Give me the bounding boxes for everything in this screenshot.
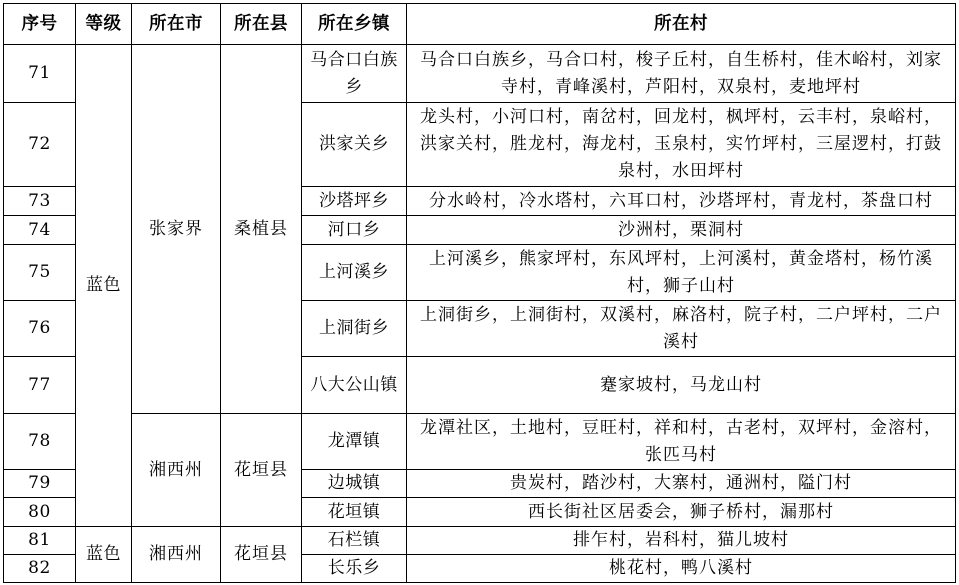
village-cell: 西长街社区居委会，狮子桥村，漏那村: [407, 498, 956, 527]
header-county: 所在县: [221, 4, 302, 45]
header-grade: 等级: [76, 4, 132, 45]
town-cell: 边城镇: [302, 470, 407, 498]
village-cell: 龙潭社区，土地村，豆旺村，祥和村，古老村，双坪村，金溶村，张匹马村: [407, 414, 956, 470]
table-row: [4, 414, 956, 470]
header-town: 所在乡镇: [302, 4, 407, 45]
row-no: 78: [4, 414, 76, 470]
town-cell: 龙潭镇: [302, 414, 407, 470]
row-no: 80: [4, 498, 76, 527]
town-cell: 花垣镇: [302, 498, 407, 527]
town-cell: 马合口白族乡: [302, 45, 407, 103]
village-cell: 上洞街乡，上洞街村，双溪村，麻洛村，院子村，二户坪村，二户溪村: [407, 301, 956, 357]
row-no: 71: [4, 45, 76, 103]
header-village: 所在村: [407, 4, 956, 45]
table-row: [4, 45, 956, 103]
row-no: 74: [4, 216, 76, 245]
header-city: 所在市: [132, 4, 221, 45]
village-cell: 上河溪乡，熊家坪村，东风坪村，上河溪村，黄金塔村，杨竹溪村，狮子山村: [407, 245, 956, 301]
county-cell: 花垣县: [221, 414, 302, 527]
row-no: 76: [4, 301, 76, 357]
row-no: 79: [4, 470, 76, 498]
row-no: 81: [4, 527, 76, 555]
row-no: 77: [4, 357, 76, 414]
row-no: 75: [4, 245, 76, 301]
city-cell: 张家界: [132, 45, 221, 414]
village-cell: 龙头村，小河口村，南岔村，回龙村，枫坪村，云丰村，泉峪村，洪家关村，胜龙村，海龙村，玉泉村，实竹坪村，三屋逻村，打鼓泉村，水田坪村: [407, 103, 956, 187]
village-cell: 排乍村，岩科村，猫儿坡村: [407, 527, 956, 555]
village-cell: 桃花村，鸭八溪村: [407, 555, 956, 583]
county-cell: 桑植县: [221, 45, 302, 414]
town-cell: 上河溪乡: [302, 245, 407, 301]
table-row: [4, 527, 956, 555]
village-cell: 沙洲村，栗洞村: [407, 216, 956, 245]
row-no: 82: [4, 555, 76, 583]
town-cell: 八大公山镇: [302, 357, 407, 414]
town-cell: 沙塔坪乡: [302, 187, 407, 216]
town-cell: 上洞街乡: [302, 301, 407, 357]
header-row: [4, 4, 956, 45]
town-cell: 河口乡: [302, 216, 407, 245]
grade-cell: 蓝色: [76, 45, 132, 527]
village-cell: 蹇家坡村，马龙山村: [407, 357, 956, 414]
village-table: [3, 3, 956, 583]
village-cell: 贵炭村，踏沙村，大寨村，通洲村，隘门村: [407, 470, 956, 498]
city-cell: 湘西州: [132, 414, 221, 527]
header-no: 序号: [4, 4, 76, 45]
county-cell: 花垣县: [221, 527, 302, 583]
grade-cell: 蓝色: [76, 527, 132, 583]
village-cell: 分水岭村，冷水塔村，六耳口村，沙塔坪村，青龙村，茶盘口村: [407, 187, 956, 216]
village-cell: 马合口白族乡，马合口村，梭子丘村，自生桥村，佳木峪村，刘家寺村，青峰溪村，芦阳村，双泉村，麦地坪村: [407, 45, 956, 103]
town-cell: 石栏镇: [302, 527, 407, 555]
town-cell: 洪家关乡: [302, 103, 407, 187]
row-no: 72: [4, 103, 76, 187]
town-cell: 长乐乡: [302, 555, 407, 583]
row-no: 73: [4, 187, 76, 216]
city-cell: 湘西州: [132, 527, 221, 583]
